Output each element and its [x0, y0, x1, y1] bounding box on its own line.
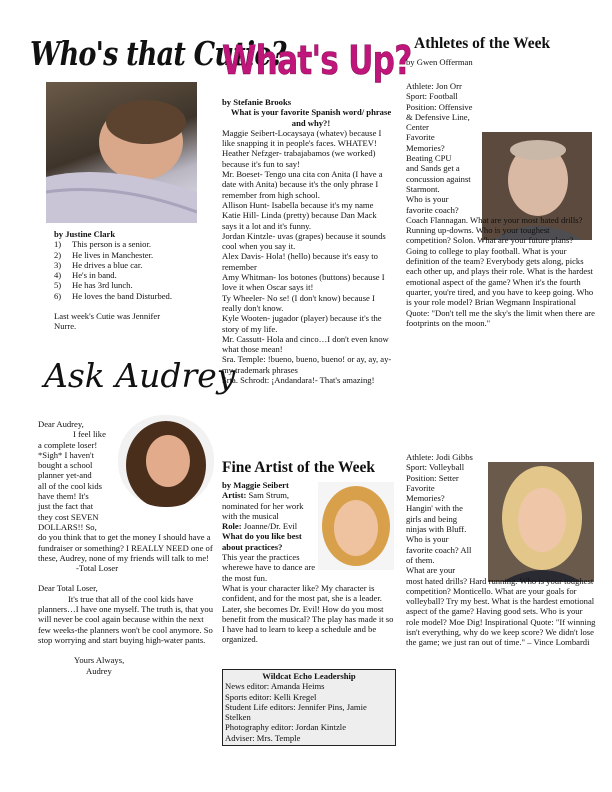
clue-item: 2) He lives in Manchester. [54, 249, 154, 260]
athlete2-top-line: favorite coach? All [406, 544, 472, 555]
artist-article [222, 480, 396, 645]
clue-item: 4) He's in band. [54, 270, 117, 281]
audrey-letter-line: I feel like [73, 429, 106, 440]
audrey-letter-line: all of the cool kids [38, 480, 102, 491]
cutie-photo [46, 82, 197, 223]
leadership-box [222, 669, 396, 746]
athlete1-top-line: Memories? [406, 142, 445, 153]
audrey-article [38, 419, 214, 676]
artist-rest: What is your character like? My character is confident, and for the most pat, she is a leader. Later, she becomes Dr. Evil! How do you most benefit from the musical? The play has made it so I have had to learn to keep a schedule and be organized. [222, 582, 394, 645]
athlete1-top-line: Favorite [406, 132, 435, 143]
whatsup-answer: Sra. Temple: !bueno, bueno, bueno! or ay, ay, ay- my trademark phrases [222, 354, 392, 375]
athlete1-top-line: Position: Offensive [406, 101, 473, 112]
clue-item: 6) He loves the band Disturbed. [54, 290, 172, 301]
leadership-line: News editor: Amanda Heims [225, 681, 325, 692]
audrey-letter-line: *Sigh* I haven't [38, 449, 94, 460]
whatsup-article [222, 97, 392, 385]
cutie-byline: by Justine Clark [54, 229, 116, 239]
leadership-line: Adviser: Mrs. Temple [225, 732, 301, 743]
athlete2-top-line: of them. [406, 554, 435, 565]
audrey-letter-sign: -Total Loser [76, 563, 119, 574]
athlete2-top-line: girls and being [406, 513, 458, 524]
audrey-letter-rest: do you think that to get the money I should have a fundraiser or something? I REALLY NEED one of these, Audrey, none of my friends will talk to me! [38, 532, 213, 563]
clue-item: 5) He has 3rd lunch. [54, 280, 133, 291]
athlete1-top-line: Sport: Football [406, 91, 458, 102]
whatsup-answer: Kyle Wooten- jugador (player) because it's the story of my life. [222, 313, 382, 334]
athlete2-top-line: Sport: Volleyball [406, 462, 465, 473]
leadership-line: Sports editor: Kelli Kregel [225, 691, 317, 702]
whatsup-title: What's Up? [222, 38, 412, 84]
cutie-clue-list [54, 239, 204, 301]
artist-q1: What do you like best about practices? [222, 531, 302, 552]
athlete2-top-line: What are your [406, 565, 456, 576]
athletes-byline: by Gwen Offerman [406, 57, 473, 67]
leadership-line: Student Life editors: Jennifer Pins, Jamie Stelken [225, 701, 367, 723]
whatsup-answer: Alex Davis- Hola! (hello) because it's easy to remember [222, 251, 378, 272]
audrey-title: Ask Audrey [44, 356, 236, 395]
athlete1-top-line: concussion against [406, 173, 471, 184]
artist-role: Role: Joanne/Dr. Evil [222, 521, 298, 532]
artist-a1: This year the practices wherewe have to dance are the most fun. [222, 552, 316, 583]
whatsup-answer: Amy Whitman- los botones (buttons) because I love it when Oscar says it! [222, 272, 385, 293]
audrey-letter-line: just the fact that [38, 501, 94, 512]
whatsup-answer: Srta. Schrodt: ¡Andandara!- That's amazing! [222, 375, 375, 386]
leadership-line: Photography editor: Jordan Kintzle [225, 722, 347, 733]
athlete1-top-line: Beating CPU [406, 153, 452, 164]
cutie-last-week: Last week's Cutie was Jennifer Nurre. [54, 311, 161, 332]
athlete2-top-line: Memories? [406, 493, 445, 504]
whatsup-answer: Katie Hill- Linda (pretty) because Dan Mack says it a lot and it's funny. [222, 210, 377, 231]
athlete2-top-line: Who is your [406, 534, 449, 545]
audrey-letter-line: a complete loser! [38, 439, 98, 450]
athlete1-top-line: and Sands get a [406, 163, 460, 174]
athlete2-top-line: Hangin' with the [406, 503, 463, 514]
athlete2-top-line: ninjas with Bluff. [406, 524, 467, 535]
athletes-title: Athletes of the Week [414, 35, 551, 52]
athlete1-rest: Coach Flannagan. What are your most hated drills? Running up-downs. Who is your toughest competition? Solon. What are your future plans? Going to college to play football. What is your definition of the team? Everybody gets along, picks each other up, and plays their role. What is the hardest emotional aspect of the game? When it's the fourth quarter, you're tired, and you have to keep going. Who is your role model? Brian Wegmann Inspirational Quote: "Don't tell me the sky's the limit when there are footprints on the moon." [406, 214, 595, 328]
athlete1-top-line: Athlete: Jon Orr [406, 81, 462, 91]
whatsup-byline: by Stefanie Brooks [222, 97, 292, 107]
artist-artist: Artist: Sam Strum, nominated for her work with the musical [222, 490, 304, 521]
whatsup-answer: Allison Hunt- Isabella because it's my name [222, 199, 374, 210]
athletes-byline-wrap [406, 57, 596, 67]
audrey-reply-close: Yours Always, [74, 655, 125, 666]
cutie-title: Who's that Cutie? [30, 34, 286, 73]
whatsup-answer: Mr. Cassutt- Hola and cinco…I don't even know what those mean! [222, 333, 389, 355]
whatsup-answer: Maggie Seibert-Locaysaya (whatev) because I like snapping it in people's faces. WHATEV! [222, 127, 382, 149]
whatsup-answer: Heather Nefzger- trabajabamos (we worked) because it's fun to say! [222, 148, 376, 169]
athlete2-top-line: Position: Setter [406, 472, 459, 483]
audrey-letter-line: DOLLARS!! So, [38, 521, 97, 532]
athlete2-top-line: Favorite [406, 482, 435, 493]
artist-title: Fine Artist of the Week [222, 459, 375, 476]
artist-byline: by Maggie Seibert [222, 480, 289, 490]
cutie-article [54, 229, 204, 332]
athlete2-rest: most hated drills? Hard running. Who is your toughest competition? Monticello. What are your goals for volleyball? Try my best. What is the hardest emotional aspect of the game? Having good sets. Who is your role model? Moe Dig! Inspirational Quote: "If winning isn't everything, why do we keep score? We didn't lose the game; we just ran out of time." – Vince Lombardi [406, 575, 596, 648]
athlete2-top-line: Athlete: Jodi Gibbs [406, 452, 473, 462]
athlete1-top-line: Center [406, 122, 429, 133]
leadership-title: Wildcat Echo Leadership [262, 671, 356, 681]
audrey-letter-line: have them! It's [38, 491, 89, 502]
athlete1-top-line: Starmont. [406, 183, 440, 194]
audrey-letter-salutation: Dear Audrey, [38, 419, 84, 429]
clue-item: 3) He drives a blue car. [54, 259, 143, 270]
athlete1-top-line: Who is your [406, 194, 449, 205]
whatsup-answer: Jordan Kintzle- uvas (grapes) because it sounds cool when you say it. [222, 230, 386, 252]
audrey-reply-body: It's true that all of the cool kids have planners…I have one myself. The truth is, that you will never be cool again because within the next few weeks-the planners won't be cool anymore. So stop worrying and start buying high-water pants. [38, 593, 214, 645]
athlete1-top-line: & Defensive Line, [406, 111, 470, 122]
audrey-letter-line: bought a school [38, 460, 93, 471]
whatsup-question: What is your favorite Spanish word/ phrase and why?! [230, 107, 392, 128]
audrey-reply-sign: Audrey [86, 665, 112, 676]
audrey-letter-line: they cost SEVEN [38, 511, 99, 522]
athlete2-article [406, 452, 596, 648]
whatsup-answer: Ty Wheeler- No se! (I don't know) because I really don't know. [222, 292, 375, 313]
audrey-reply-salutation: Dear Total Loser, [38, 583, 98, 594]
athlete1-top-line: favorite coach? [406, 204, 459, 215]
whatsup-answer: Mr. Boeset- Tengo una cita con Anita (I have a date with Anita) because it's the only phrase I remember from high school. [222, 169, 383, 200]
audrey-letter-line: planner yet-and [38, 470, 92, 481]
athlete1-article [406, 81, 596, 328]
clue-item: 1) This person is a senior. [54, 239, 152, 250]
